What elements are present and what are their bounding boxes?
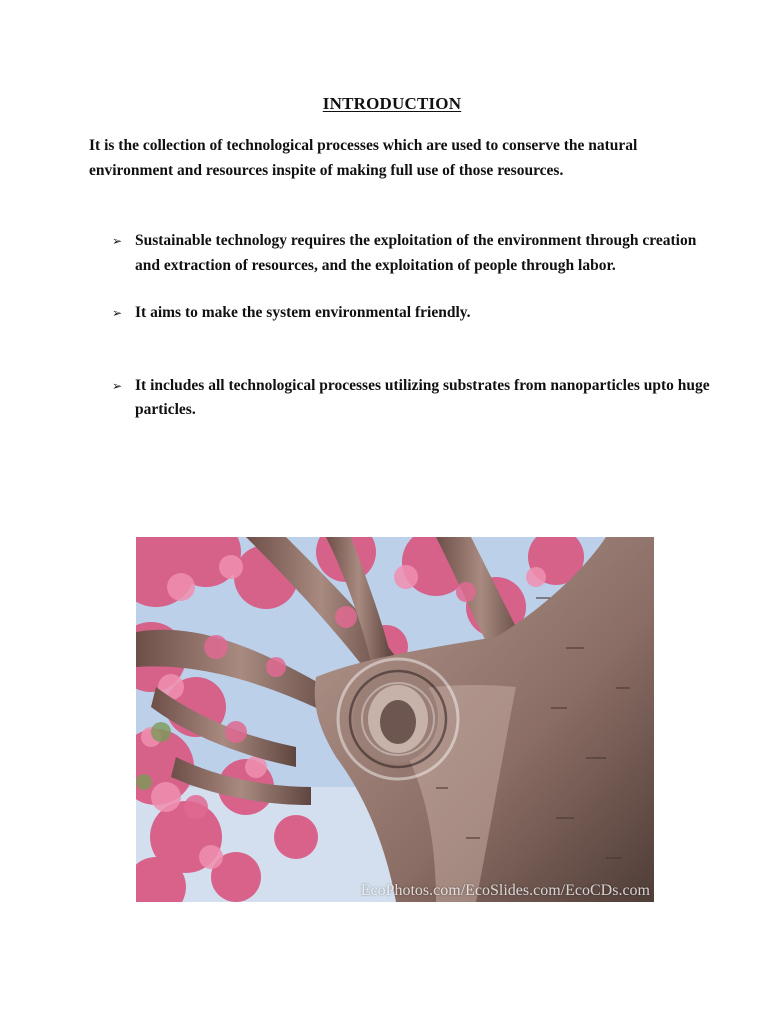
- bullet-text: It includes all technological processes utilizing substrates from nanoparticles upto huge particles.: [135, 376, 710, 418]
- tree-illustration: [136, 537, 654, 902]
- bullet-list: [112, 229, 712, 423]
- photo-watermark: EcoPhotos.com/EcoSlides.com/EcoCDs.com: [360, 882, 650, 899]
- list-item: [112, 301, 712, 326]
- intro-paragraph: It is the collection of technological processes which are used to conserve the natural environment and resources inspite of making full use of those resources.: [89, 137, 638, 179]
- list-item: [112, 229, 712, 278]
- bullet-text: Sustainable technology requires the exploitation of the environment through creation and extraction of resources, and the exploitation of people through labor.: [135, 232, 697, 274]
- arrow-bullet-icon: ➢: [112, 234, 123, 248]
- list-item: [112, 374, 712, 423]
- arrow-bullet-icon: ➢: [112, 378, 123, 393]
- arrow-bullet-icon: ➢: [112, 306, 123, 320]
- bullet-text: It aims to make the system environmental friendly.: [135, 304, 471, 321]
- page-title: INTRODUCTION: [322, 94, 462, 113]
- tree-blossom-photo: [136, 537, 654, 902]
